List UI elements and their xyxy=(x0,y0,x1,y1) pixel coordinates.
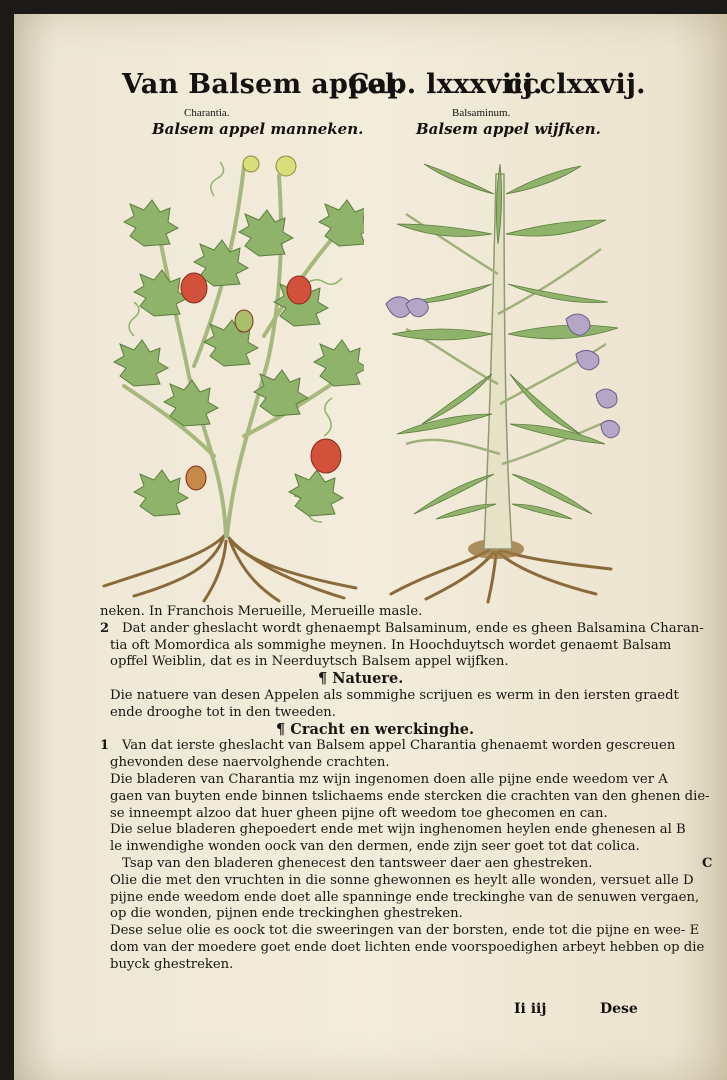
text-line: ende drooghe tot in den tweeden. xyxy=(110,704,336,720)
right-plate-caption: Balsem appel wijfken. xyxy=(416,120,601,138)
margin-marker: 2 xyxy=(100,620,110,636)
text-line: Dese selue olie es oock tot die sweeringen van der borsten, ende tot die pijne en wee- E xyxy=(110,923,700,939)
text-line: Die selue bladeren ghepoedert ende met wijn inghenomen heylen ende ghenesen al B xyxy=(110,822,686,838)
signature-mark: Ii iij xyxy=(514,1001,547,1017)
text-line: opffel Weiblin, dat es in Neerduytsch Balsem appel wijfken. xyxy=(110,654,509,670)
text-line: pijne ende weedom ende doet alle spanninge ende treckinghe van de senuwen vergaen, xyxy=(110,889,700,905)
left-plate-latin-name: Charantia. xyxy=(184,107,230,119)
text-line: buyck ghestreken. xyxy=(110,956,234,972)
margin-marker: 1 xyxy=(100,738,110,754)
text-line: gaen van buyten ende binnen tslichaems ende stercken die crachten van den ghenen die- xyxy=(110,788,710,804)
text-line: Tsap van den bladeren ghenecest den tantsweer daer aen ghestreken. xyxy=(122,856,593,871)
text-line: op die wonden, pijnen ende treckinghen ghestreken. xyxy=(110,906,463,922)
text-line: neken. In Franchois Merueille, Merueille masle. xyxy=(100,604,423,619)
folio-number: ccclxxvij. xyxy=(506,69,646,100)
text-line: dom van der moedere goet ende doet lichten ende voorspoedighen arbeyt hebben op die xyxy=(110,940,705,955)
text-line: Dat ander gheslacht wordt ghenaempt Balsaminum, ende es gheen Balsamina Charan- xyxy=(122,620,704,636)
text-line: ghevonden dese naervolghende crachten. xyxy=(110,755,390,771)
page-title: Van Balsem appel. xyxy=(122,69,406,100)
text-line: Die natuere van desen Appelen als sommighe scrijuen es werm in den iersten graedt xyxy=(110,688,679,703)
book-page xyxy=(14,14,727,1080)
text-line: tia oft Momordica als sommighe meynen. In Hoochduytsch wordet genaemt Balsam xyxy=(110,637,672,653)
catchword: Dese xyxy=(600,1001,638,1017)
text-line: Van dat ierste gheslacht van Balsem appel Charantia ghenaemt worden gescreuen xyxy=(122,738,676,754)
text-line: Olie die met den vruchten in die sonne ghewonnen es heylt alle wonden, versuet alle D xyxy=(110,872,694,888)
margin-marker: C xyxy=(702,856,713,871)
left-plate-caption: Balsem appel manneken. xyxy=(152,120,364,138)
text-line: se inneempt alzoo dat huer gheen pijne oft weedom toe ghecomen en can. xyxy=(110,805,608,821)
text-line: le inwendighe wonden oock van den dermen, ende zijn seer goet tot dat colica. xyxy=(110,839,640,855)
chapter-number: Cap. lxxxviij. xyxy=(348,69,543,100)
section-heading: ¶ Natuere. xyxy=(318,670,404,688)
right-plate-latin-name: Balsaminum. xyxy=(452,107,511,119)
section-heading: ¶ Cracht en werckinghe. xyxy=(276,720,475,738)
balsaminum-woodcut-illustration xyxy=(366,154,636,604)
text-line: Die bladeren van Charantia mz wijn ingenomen doen alle pijne ende weedom ver A xyxy=(110,772,668,787)
charantia-woodcut-illustration xyxy=(94,136,364,606)
